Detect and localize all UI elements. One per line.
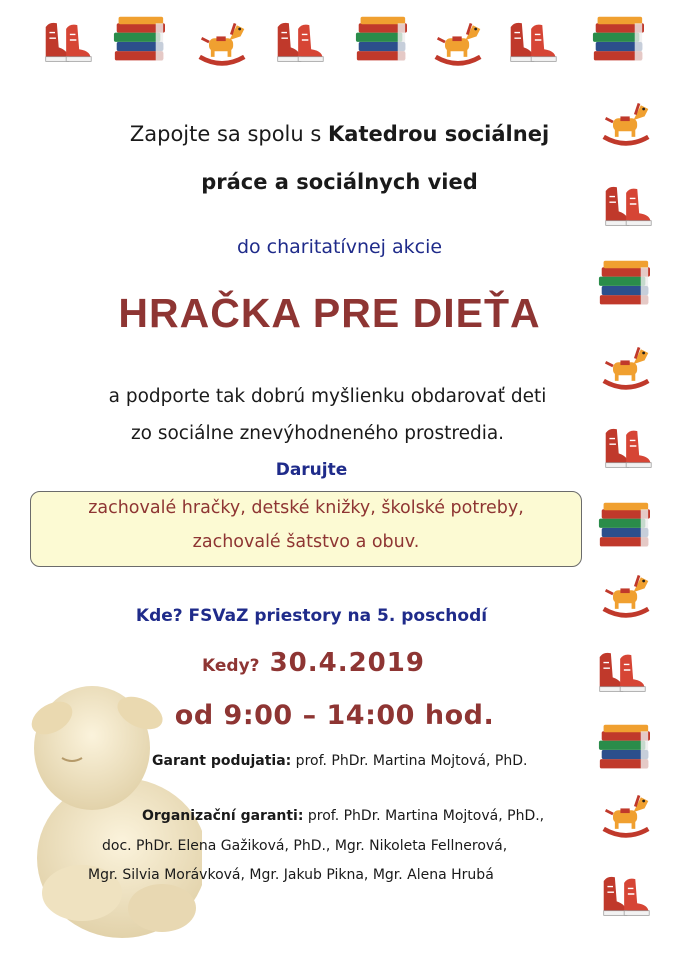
rocking-horse-icon — [194, 16, 250, 68]
page-title: HRAČKA PRE DIEŤA — [118, 290, 541, 336]
body-line-1: a podporte tak dobrú myšlienku obdarovať deti — [108, 386, 547, 407]
books-icon — [111, 14, 167, 66]
sneakers-icon — [505, 14, 561, 66]
donation-items-line-1: zachovalé hračky, detské knižky, školské potreby, — [88, 498, 524, 518]
body-line-2: zo sociálne znevýhodneného prostredia. — [130, 423, 505, 444]
event-date-label: Kedy? — [202, 656, 260, 676]
organizers-line-3: Mgr. Silvia Morávková, Mgr. Jakub Pikna, Mgr. Alena Hrubá — [88, 867, 494, 883]
rocking-horse-icon — [598, 340, 654, 392]
rocking-horse-icon — [430, 16, 486, 68]
sneakers-icon — [272, 14, 328, 66]
intro-line-2: práce a sociálnych vied — [201, 170, 478, 194]
books-icon — [596, 500, 652, 552]
donate-heading: Darujte — [275, 460, 348, 480]
donation-items-box — [30, 491, 582, 567]
rocking-horse-icon — [598, 788, 654, 840]
organizers-line-1: Organizační garanti: prof. PhDr. Martina Mojtová, PhD., — [142, 808, 545, 824]
sneakers-icon — [598, 868, 654, 920]
event-time: od 9:00 – 14:00 hod. — [174, 700, 495, 731]
books-icon — [590, 14, 646, 66]
subtitle: do charitatívnej akcie — [236, 236, 443, 258]
donation-items-line-2: zachovalé šatstvo a obuv. — [192, 532, 420, 552]
garant-line: Garant podujatia: prof. PhDr. Martina Mojtová, PhD. — [152, 753, 528, 769]
books-icon — [353, 14, 409, 66]
event-location: Kde? FSVaZ priestory na 5. poschodí — [135, 606, 488, 626]
event-date-value: 30.4.2019 — [269, 648, 425, 678]
event-date — [0, 648, 653, 678]
sneakers-icon — [40, 14, 96, 66]
intro-line-1: Zapojte sa spolu s Katedrou sociálnej — [129, 122, 550, 146]
organizers-line-2: doc. PhDr. Elena Gažiková, PhD., Mgr. Nikoleta Fellnerová, — [102, 838, 508, 854]
